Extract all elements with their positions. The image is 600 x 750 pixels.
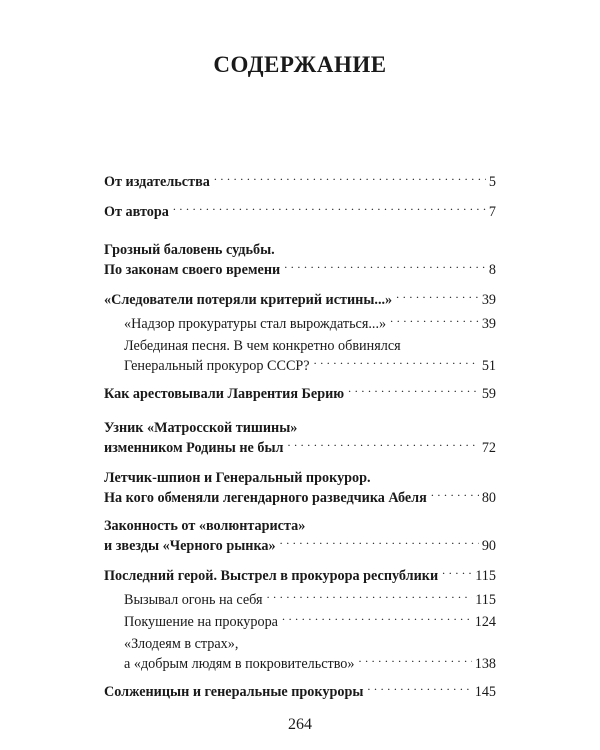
- toc-subentry-title: Вызывал огонь на себя: [124, 592, 263, 608]
- toc-entry: [104, 384, 496, 404]
- toc-entry-title: «Следователи потеряли критерий истины...»: [104, 292, 393, 308]
- toc-subentry: [124, 314, 496, 334]
- toc-page-number: 8: [488, 262, 496, 278]
- toc-line: [104, 438, 496, 458]
- toc-line: [124, 654, 496, 674]
- toc-entry: [104, 418, 496, 458]
- dot-leader: [314, 356, 479, 370]
- toc-entry-title-cont: По законам своего времени: [104, 262, 281, 278]
- toc-entry: [104, 202, 496, 222]
- toc-entry-title-cont: На кого обменяли легендарного разведчика Абеля: [104, 490, 427, 506]
- toc-entry: [104, 468, 496, 508]
- toc-page-number: 72: [481, 440, 496, 456]
- toc-entry-title: От автора: [104, 204, 169, 220]
- toc-page-number: 39: [481, 316, 496, 332]
- toc-subentry: [124, 590, 496, 610]
- toc-subentry: [124, 612, 496, 632]
- toc-line: [104, 488, 496, 508]
- toc-entry-title: Грозный баловень судьбы.: [104, 242, 275, 258]
- toc-entry: [104, 240, 496, 280]
- toc-page-number: 5: [488, 174, 496, 190]
- dot-leader: [173, 202, 486, 216]
- toc-entry: [104, 566, 496, 586]
- toc-entry: [104, 172, 496, 192]
- toc-entry-title: Законность от «волюнтариста»: [104, 518, 306, 534]
- toc-page-number: 115: [475, 568, 496, 584]
- toc-entry: [104, 516, 496, 556]
- toc-entry-title: Как арестовывали Лаврентия Берию: [104, 386, 345, 402]
- page-number: 264: [288, 716, 312, 733]
- dot-leader: [431, 488, 479, 502]
- toc-entry-title: От издательства: [104, 174, 210, 190]
- toc-entry-title-cont: и звезды «Черного рынка»: [104, 538, 276, 554]
- toc-page-number: 124: [474, 614, 496, 630]
- toc-line: [124, 612, 496, 632]
- toc-subentry: [124, 634, 496, 674]
- toc-entry: [104, 682, 496, 702]
- toc-page-number: 90: [481, 538, 496, 554]
- toc-page-number: 59: [481, 386, 496, 402]
- toc-subentry-title: Лебединая песня. В чем конкретно обвинялся: [124, 338, 401, 354]
- toc-line: [124, 356, 496, 376]
- toc-entry: [104, 290, 496, 310]
- dot-leader: [284, 260, 486, 274]
- toc-line: [104, 566, 496, 586]
- toc-subentry: [124, 336, 496, 376]
- toc-line: [104, 536, 496, 556]
- dot-leader: [267, 590, 473, 604]
- dot-leader: [282, 612, 472, 626]
- toc-subentry-title: «Надзор прокуратуры стал вырождаться...»: [124, 316, 387, 332]
- toc-entry-title-cont: изменником Родины не был: [104, 440, 284, 456]
- toc-subentry-title-cont: Генеральный прокурор СССР?: [124, 358, 310, 374]
- dot-leader: [396, 290, 479, 304]
- toc-entry-title: Летчик-шпион и Генеральный прокурор.: [104, 470, 371, 486]
- toc-entry-title: Солженицын и генеральные прокуроры: [104, 684, 364, 700]
- toc-line: [104, 682, 496, 702]
- toc-page-number: 7: [488, 204, 496, 220]
- dot-leader: [280, 536, 479, 550]
- toc-subentry-title-cont: а «добрым людям в покровительство»: [124, 656, 355, 672]
- toc-line: [104, 384, 496, 404]
- dot-leader: [358, 654, 471, 668]
- dot-leader: [442, 566, 472, 580]
- toc-page-number: 39: [481, 292, 496, 308]
- toc-subentry-title: «Злодеям в страх»,: [124, 636, 239, 652]
- dot-leader: [367, 682, 471, 696]
- dot-leader: [214, 172, 486, 186]
- toc-page-number: 51: [481, 358, 496, 374]
- toc-page-number: 115: [475, 592, 496, 608]
- toc-page-number: 145: [474, 684, 496, 700]
- page-title: СОДЕРЖАНИЕ: [213, 52, 387, 77]
- toc-line: [124, 314, 496, 334]
- dot-leader: [287, 438, 478, 452]
- toc-subentry-title: Покушение на прокурора: [124, 614, 278, 630]
- toc-line: [104, 290, 496, 310]
- toc-line: [104, 172, 496, 192]
- dot-leader: [348, 384, 479, 398]
- toc-line: [124, 590, 496, 610]
- toc-page-number: 138: [474, 656, 496, 672]
- toc-entry-title: Узник «Матросской тишины»: [104, 420, 298, 436]
- toc-page-number: 80: [481, 490, 496, 506]
- toc-line: [104, 260, 496, 280]
- dot-leader: [390, 314, 479, 328]
- toc-entry-title: Последний герой. Выстрел в прокурора республики: [104, 568, 439, 584]
- toc-line: [104, 202, 496, 222]
